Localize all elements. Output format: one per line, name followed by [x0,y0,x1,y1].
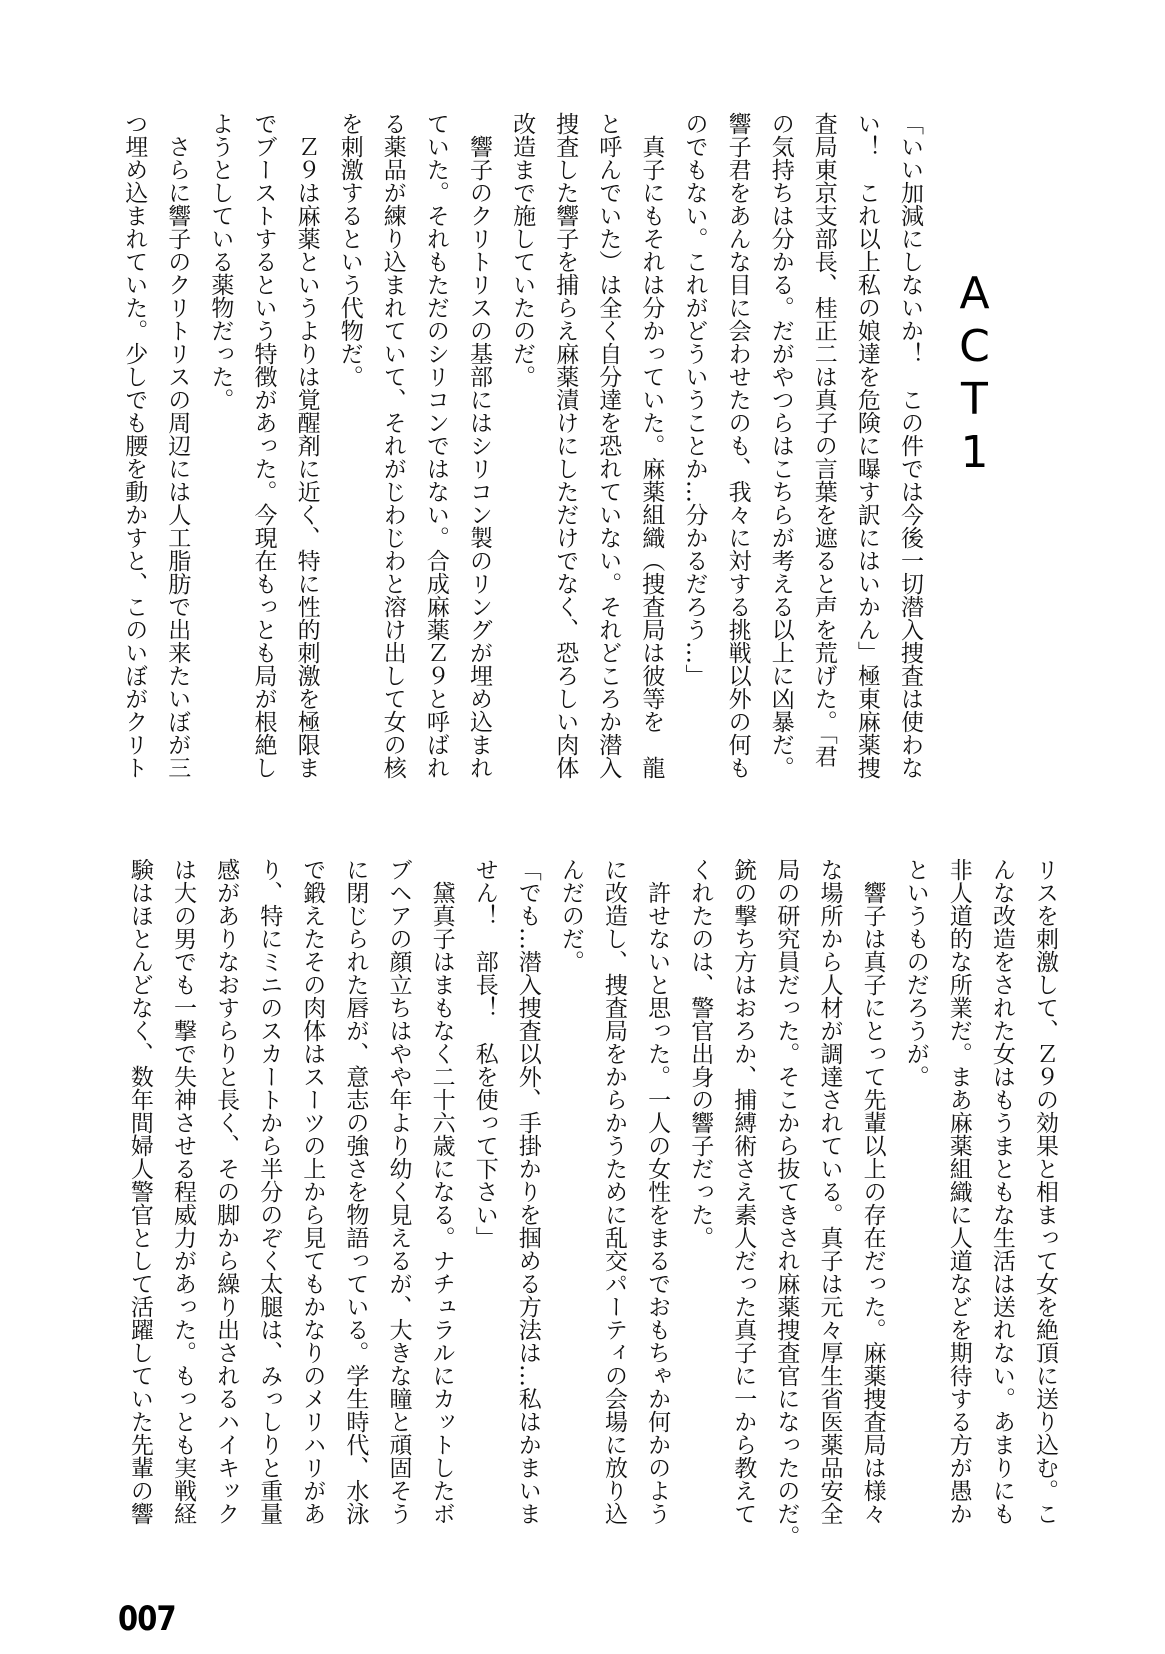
text-column: 響子は真子にとって先輩以上の存在だった。麻薬捜査局は様々 [859,858,886,1525]
chapter-title: ACT1 [949,268,1000,480]
text-column: でブーストするという特徴があった。今現在もっとも局が根絶し [250,112,277,779]
text-column: くれたのは、警官出身の響子だった。 [687,858,714,1249]
text-column: い！ これ以上私の娘達を危険に曝す訳にはいかん」極東麻薬捜 [853,112,880,779]
text-column: に閉じられた唇が、意志の強さを物語っている。学生時代、水泳 [342,858,369,1525]
text-column: 捜査した響子を捕らえ麻薬漬けにしただけでなく、恐ろしい肉体 [552,112,579,779]
text-column: ていた。それもただのシリコンではない。合成麻薬Ｚ９と呼ばれ [422,112,449,779]
text-column: 「でも…潜入捜査以外、手掛かりを掴める方法は…私はかまいま [514,858,541,1525]
text-column: の気持ちは分かる。だがやつらはこちらが考える以上に凶暴だ。 [767,112,794,779]
page-number: 007 [118,1599,176,1639]
text-column: 銃の撃ち方はおろか、捕縛術さえ素人だった真子に一から教えて [730,858,757,1525]
text-column: 響子君をあんな目に会わせたのも、我々に対する挑戦以外の何も [724,112,751,779]
text-column: 真子にもそれは分かっていた。麻薬組織（捜査局は彼等を 龍 [638,112,665,779]
text-column: に改造し、捜査局をからかうために乱交パーティの会場に放り込 [601,858,627,1525]
text-column: リスを刺激して、Ｚ９の効果と相まって女を絶頂に送り込む。こ [1032,858,1058,1525]
text-column: を刺激するという代物だ。 [336,112,363,388]
text-column: 響子のクリトリスの基部にはシリコン製のリングが埋め込まれ [466,112,492,779]
text-column: 験はほとんどなく、数年間婦人警官として活躍していた先輩の響 [126,858,153,1525]
text-column: んだのだ。 [557,858,584,973]
text-column: と呼んでいた）は全く自分達を恐れていない。それどころか潜入 [595,112,622,779]
text-column: んな改造をされた女はもうまともな生活は送れない。あまりにも [988,858,1015,1525]
text-column: 許せないと思った。一人の女性をまるでおもちゃか何かのよう [644,858,671,1525]
text-column: ようとしている薬物だった。 [207,112,234,411]
text-column: り、特にミニのスカートから半分のぞく太腿は、みっしりと重量 [256,858,283,1525]
text-column: というものだろうが。 [902,858,929,1088]
text-column: 「いい加減にしないか！ この件では今後一切潜入捜査は使わな [897,112,923,779]
text-column: Ｚ９は麻薬というよりは覚醒剤に近く、特に性的刺激を極限ま [293,112,320,779]
text-column: のでもない。これがどういうことか…分かるだろう…」 [681,112,708,687]
text-column: で鍛えたその肉体はスーツの上から見てもかなりのメリハリがあ [299,858,326,1525]
text-column: 局の研究員だった。そこから抜てきされ麻薬捜査官になったのだ。 [773,858,800,1548]
text-column: 黛真子はまもなく二十六歳になる。ナチュラルにカットしたボ [428,858,455,1525]
text-column: 改造まで施していたのだ。 [509,112,536,388]
text-column: せん！ 部長！ 私を使って下さい」 [471,858,498,1249]
text-column: は大の男でも一撃で失神させる程威力があった。もっとも実戦経 [170,858,196,1525]
text-column: さらに響子のクリトリスの周辺には人工脂肪で出来たいぼが三 [164,112,191,779]
text-column: な場所から人材が調達されている。真子は元々厚生省医薬品安全 [816,858,843,1525]
text-column: 非人道的な所業だ。まあ麻薬組織に人道などを期待する方が愚か [945,858,972,1525]
text-column: 感がありなおすらりと長く、その脚から繰り出されるハイキック [213,858,240,1525]
text-column: つ埋め込まれていた。少しでも腰を動かすと、このいぼがクリト [121,112,148,779]
text-column: ブヘアの顔立ちはやや年より幼く見えるが、大きな瞳と頑固そう [385,858,412,1525]
text-column: る薬品が練り込まれていて、それがじわじわと溶け出して女の核 [379,112,406,779]
text-column: 査局東京支部長、桂正二は真子の言葉を遮ると声を荒げた。「君 [810,112,837,768]
